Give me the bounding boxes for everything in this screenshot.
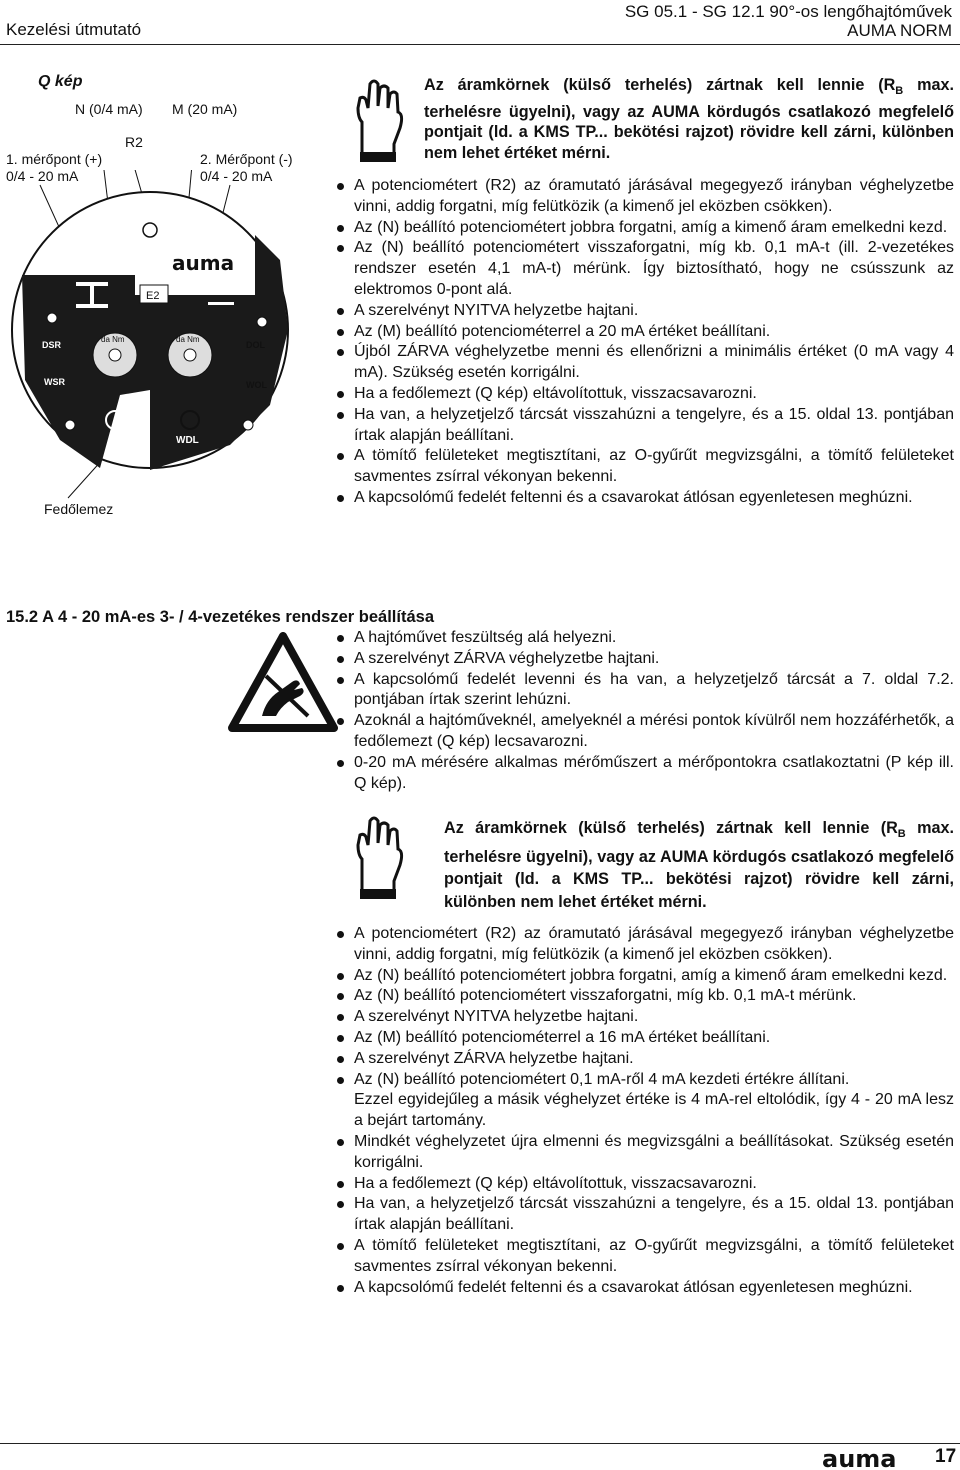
svg-text:DOL: DOL bbox=[246, 340, 265, 350]
bullet-icon bbox=[337, 183, 344, 190]
list-item: Ha van, a helyzetjelző tárcsát visszahúzni a tengelyre, és a 15. oldal 13. pontjában írtak alapján beállítani. bbox=[332, 405, 954, 447]
bullet-icon bbox=[337, 453, 344, 460]
list-item: A szerelvényt NYITVA helyzetbe hajtani. bbox=[332, 301, 954, 322]
list-note: Ezzel egyidejűleg a másik véghelyzet értéke is 4 mA-rel eltolódik, így 4 - 20 mA lesz a bejárt tartomány. bbox=[354, 1091, 954, 1130]
page-number: 17 bbox=[935, 1446, 957, 1467]
diagram-brand: auma bbox=[172, 251, 235, 275]
list-item: Mindkét véghelyzetet újra elmenni és megvizsgálni a beállításokat. Szükség esetén korrigálni. bbox=[332, 1132, 954, 1174]
list-item: Az (M) beállító potenciométerrel a 16 mA értéket beállítani. bbox=[332, 1028, 954, 1049]
bullet-icon bbox=[337, 349, 344, 356]
bullet-icon bbox=[337, 760, 344, 767]
warning-text-1: Az áramkörnek (külső terhelés) zártnak kell lennie ($R_B$ max. terhelésre ügyelni), vagy az AUMA kördugós csatlakozó megfelelő pontjait (ld. a KMS TP... bekötési rajzot) rövidre kell zárni, különben nem lehet értéket mérni. bbox=[424, 76, 954, 162]
label-m: M (20 mA) bbox=[172, 101, 238, 117]
switch-compartment-diagram bbox=[0, 170, 320, 510]
esd-warning-icon bbox=[228, 632, 338, 732]
svg-text:auma: auma bbox=[822, 1448, 897, 1470]
bullet-icon bbox=[337, 329, 344, 336]
bullet-icon bbox=[337, 1014, 344, 1021]
instruction-list-3 bbox=[332, 924, 954, 1298]
list-item: A tömítő felületeket megtisztítani, az O-gyűrűt megvizsgálni, a tömítő felületeket savmentes zsírral vékonyan bekenni. bbox=[332, 446, 954, 488]
svg-text:WDR: WDR bbox=[112, 435, 136, 446]
bullet-icon bbox=[337, 1035, 344, 1042]
bullet-icon bbox=[337, 1243, 344, 1250]
list-item: Az (N) beállító potenciométert jobbra forgatni, amíg a kimenő áram emelkedni kezd. bbox=[332, 218, 954, 239]
bullet-icon bbox=[337, 931, 344, 938]
instruction-list-2 bbox=[332, 628, 954, 794]
bullet-icon bbox=[337, 993, 344, 1000]
list-item: A szerelvényt ZÁRVA véghelyzetbe hajtani. bbox=[332, 649, 954, 670]
section-title: 15.2 A 4 - 20 mA-es 3- / 4-vezetékes rendszer beállítása bbox=[6, 608, 435, 626]
label-r2: R2 bbox=[125, 134, 143, 150]
bullet-icon bbox=[337, 973, 344, 980]
list-item: Az (M) beállító potenciométerrel a 20 mA értéket beállítani. bbox=[332, 322, 954, 343]
list-item: A potenciométert (R2) az óramutató járásával megegyező irányban véghelyzetbe vinni, addig forgatni, míg felütközik (a kimenő jel eközben csökken). bbox=[332, 176, 954, 218]
bullet-icon bbox=[337, 1181, 344, 1188]
svg-text:da Nm: da Nm bbox=[101, 335, 125, 344]
label-cover-plate: Fedőlemez bbox=[44, 501, 114, 517]
svg-text:WDL: WDL bbox=[176, 435, 199, 446]
footer-divider bbox=[0, 1443, 960, 1444]
svg-text:max.: max. bbox=[190, 240, 212, 251]
svg-text:E2: E2 bbox=[146, 290, 160, 302]
svg-text:WSR: WSR bbox=[44, 377, 65, 387]
warning-text-2: Az áramkörnek (külső terhelés) zártnak kell lennie ($R_B$ max. terhelésre ügyelni), vagy az AUMA kördugós csatlakozó megfelelő pontjait (ld. a KMS TP... bekötési rajzot) rövidre kell zárni, különben nem lehet értéket mérni. bbox=[444, 819, 954, 911]
bullet-icon bbox=[337, 1056, 344, 1063]
bullet-icon bbox=[337, 1201, 344, 1208]
bullet-icon bbox=[337, 412, 344, 419]
header-right-title bbox=[625, 2, 952, 40]
instruction-list-1 bbox=[332, 176, 954, 509]
list-item: Ha van, a helyzetjelző tárcsát visszahúzni a tengelyre, és a 15. oldal 13. pontjában írtak alapján beállítani. bbox=[332, 1194, 954, 1236]
list-item: A kapcsolómű fedelét levenni és ha van, a helyzetjelző tárcsát a 7. oldal 7.2. pontjában írtak szerint lehúzni. bbox=[332, 670, 954, 712]
hand-warning-icon-2 bbox=[352, 815, 406, 901]
list-item: Ha a fedőlemezt (Q kép) eltávolítottuk, visszacsavarozni. bbox=[332, 1174, 954, 1195]
svg-text:DSR: DSR bbox=[42, 340, 62, 350]
list-item: A szerelvényt NYITVA helyzetbe hajtani. bbox=[332, 1007, 954, 1028]
list-item: A kapcsolómű fedelét feltenni és a csavarokat átlósan egyenletesen meghúzni. bbox=[332, 488, 954, 509]
bullet-icon bbox=[337, 495, 344, 502]
list-item: A hajtóművet feszültség alá helyezni. bbox=[332, 628, 954, 649]
list-item: 0-20 mA mérésére alkalmas mérőműszert a mérőpontokra csatlakoztatni (P kép ill. Q kép). bbox=[332, 753, 954, 795]
list-item: A szerelvényt ZÁRVA helyzetbe hajtani. bbox=[332, 1049, 954, 1070]
svg-text:0: 0 bbox=[113, 240, 119, 251]
list-item: A kapcsolómű fedelét feltenni és a csavarokat átlósan egyenletesen meghúzni. bbox=[332, 1278, 954, 1299]
list-item: Az (N) beállító potenciométert jobbra forgatni, amíg a kimenő áram emelkedni kezd. bbox=[332, 966, 954, 987]
svg-text:WOL: WOL bbox=[246, 380, 267, 390]
list-item: A potenciométert (R2) az óramutató járásával megegyező irányban véghelyzetbe vinni, addig forgatni, míg felütközik (a kimenő jel eközben csökken). bbox=[332, 924, 954, 966]
figure-title: Q kép bbox=[38, 73, 83, 90]
bullet-icon bbox=[337, 308, 344, 315]
list-item: Az (N) beállító potenciométert visszaforgatni, míg kb. 0,1 mA-t (ill. 2-vezetékes rendszer esetén 4,1 mA-t) mérünk. Így biztosítható, hogy ne csússzunk az elektromos 0-pont alá. bbox=[332, 238, 954, 300]
bullet-icon bbox=[337, 1139, 344, 1146]
header-left-title: Kezelési útmutató bbox=[6, 20, 142, 39]
label-n: N (0/4 mA) bbox=[75, 101, 143, 117]
list-item: Az (N) beállító potenciométert visszaforgatni, míg kb. 0,1 mA-t mérünk. bbox=[332, 986, 954, 1007]
bullet-icon bbox=[337, 1285, 344, 1292]
list-item: Ha a fedőlemezt (Q kép) eltávolítottuk, visszacsavarozni. bbox=[332, 384, 954, 405]
list-item: Az (N) beállító potenciométert 0,1 mA-ről 4 mA kezdeti értékre állítani. Ezzel egyidejűleg a másik véghelyzet értéke is 4 mA-rel eltolódik, így 4 - 20 mA lesz a bejárt tartomány. bbox=[332, 1070, 954, 1132]
list-item: Azoknál a hajtóműveknél, amelyeknél a mérési pontok kívülről nem hozzáférhetők, a fedőlemezt (Q kép) lecsavarozni. bbox=[332, 711, 954, 753]
list-item: A tömítő felületeket megtisztítani, az O-gyűrűt megvizsgálni, a tömítő felületeket savmentes zsírral vékonyan bekenni. bbox=[332, 1236, 954, 1278]
bullet-icon bbox=[337, 225, 344, 232]
bullet-icon bbox=[337, 635, 344, 642]
bullet-icon bbox=[337, 656, 344, 663]
label-measuring-point-1: 1. mérőpont (+) 0/4 - 20 mA bbox=[6, 151, 103, 184]
bullet-icon bbox=[337, 391, 344, 398]
label-measuring-point-2: 2. Mérőpont (-) 0/4 - 20 mA bbox=[200, 151, 293, 184]
bullet-icon bbox=[337, 677, 344, 684]
hand-warning-icon bbox=[352, 78, 406, 164]
bullet-icon bbox=[337, 245, 344, 252]
header-divider bbox=[0, 44, 960, 45]
bullet-icon bbox=[337, 1077, 344, 1084]
list-item: Újból ZÁRVA véghelyzetbe menni és ellenőrizni a minimális értéket (0 mA vagy 4 mA). Szükség esetén korrigálni. bbox=[332, 342, 954, 384]
bullet-icon bbox=[337, 718, 344, 725]
header-right-line2: AUMA NORM bbox=[847, 21, 952, 40]
header-right-line1: SG 05.1 - SG 12.1 90°-os lengőhajtóművek bbox=[624, 2, 952, 21]
auma-logo bbox=[822, 1448, 922, 1470]
svg-text:da Nm: da Nm bbox=[176, 335, 200, 344]
